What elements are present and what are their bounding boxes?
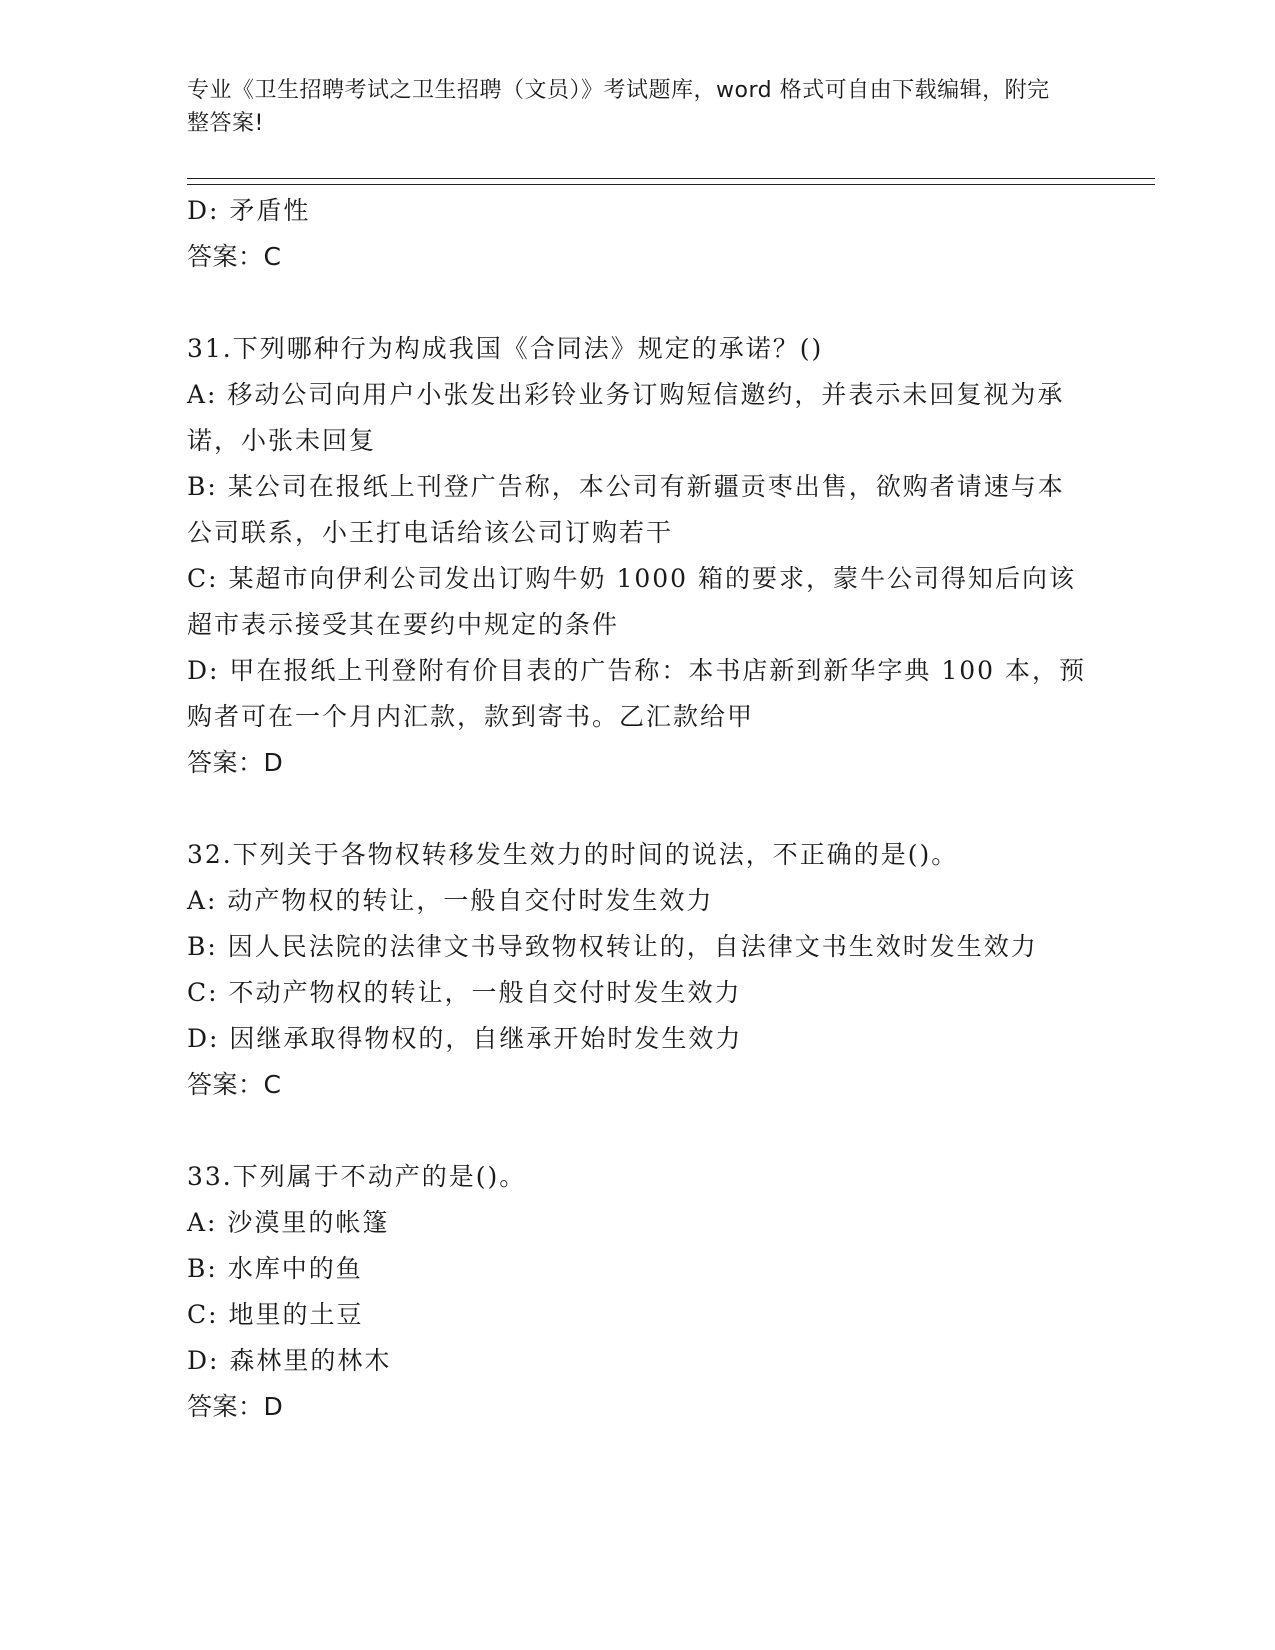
option-b: B: 因人民法院的法律文书导致物权转让的，自法律文书生效时发生效力 (187, 932, 1038, 961)
prev-answer: 答案：C (187, 242, 282, 271)
option-c: C: 地里的土豆 (187, 1300, 364, 1329)
question-33 (187, 1154, 1087, 1430)
option-a: A: 动产物权的转让，一般自交付时发生效力 (187, 886, 714, 915)
document-body (187, 188, 1087, 1430)
question-title: 32.下列关于各物权转移发生效力的时间的说法，不正确的是()。 (187, 840, 959, 869)
answer: 答案：C (187, 1070, 282, 1099)
option-c: C: 某超市向伊利公司发出订购牛奶 1000 箱的要求，蒙牛公司得知后向该超市表示接受其在要约中规定的条件 (187, 564, 1077, 639)
answer: 答案：D (187, 1392, 284, 1421)
option-b: B: 某公司在报纸上刊登广告称，本公司有新疆贡枣出售，欲购者请速与本公司联系，小王打电话给该公司订购若干 (187, 472, 1065, 547)
option-c: C: 不动产物权的转让，一般自交付时发生效力 (187, 978, 742, 1007)
option-b: B: 水库中的鱼 (187, 1254, 363, 1283)
option-a: A: 移动公司向用户小张发出彩铃业务订购短信邀约，并表示未回复视为承诺，小张未回复 (187, 380, 1065, 455)
page-header: 专业《卫生招聘考试之卫生招聘（文员）》考试题库，word 格式可自由下载编辑，附完整答案! (187, 78, 1050, 136)
question-title: 33.下列属于不动产的是()。 (187, 1162, 527, 1191)
prev-option-d: D: 矛盾性 (187, 196, 311, 225)
question-title: 31.下列哪种行为构成我国《合同法》规定的承诺？() (187, 334, 824, 363)
header-divider (187, 178, 1155, 185)
answer: 答案：D (187, 748, 284, 777)
option-d: D: 森林里的林木 (187, 1346, 392, 1375)
question-31 (187, 326, 1087, 786)
option-a: A: 沙漠里的帐篷 (187, 1208, 390, 1237)
question-32 (187, 832, 1087, 1108)
option-d: D: 因继承取得物权的，自继承开始时发生效力 (187, 1024, 743, 1053)
option-d: D: 甲在报纸上刊登附有价目表的广告称：本书店新到新华字典 100 本，预购者可在一个月内汇款，款到寄书。乙汇款给甲 (187, 656, 1087, 731)
